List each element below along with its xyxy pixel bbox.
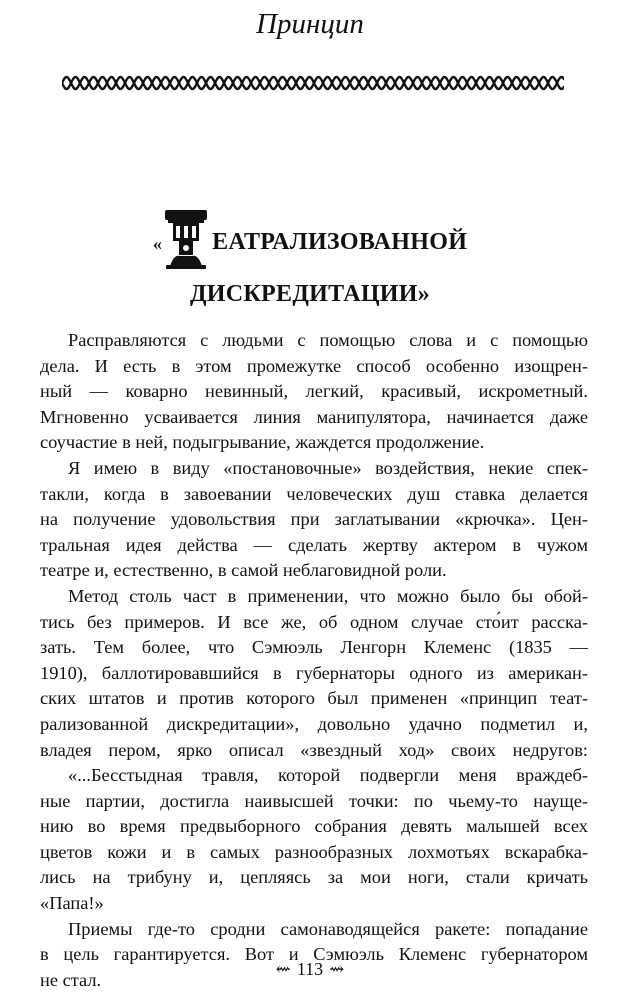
running-head: Принцип: [256, 8, 364, 40]
text-line: 1910), баллотировавшийся в губернаторы одного из американ-: [40, 662, 588, 683]
text-line: соучастие в ней, подыгрывание, жаждется продолжение.: [40, 432, 485, 453]
text-line: Я имею в виду «постановочные» воздействия, некие спек-: [68, 457, 588, 478]
page-folio: [0, 955, 620, 983]
wave-ornament: [62, 68, 564, 98]
text-line: в цель гарантируется. Вот и Сэмюэль Клеменс губернатором: [40, 944, 588, 965]
text-line: зать. Тем более, что Сэмюэль Ленгорн Клеменс (1835 —: [40, 637, 588, 658]
text-line: дела. И есть в этом промежутке способ особенно изощрен-: [40, 355, 588, 376]
text-line: тись без примеров. И все же, об одном случае сто́ит расска-: [40, 611, 588, 632]
text-line: ских штатов и против которого был применен «принцип теат-: [40, 688, 588, 709]
text-line: Расправляются с людьми с помощью слова и с помощью: [68, 330, 588, 350]
text-line: лись на трибуну и, цепляясь за мои ноги, стали кричать: [40, 867, 588, 888]
text-line: нию во время предвыборного собрания девять малышей всех: [40, 816, 588, 837]
text-line: «Папа!»: [40, 893, 104, 914]
text-line: Приемы где-то сродни самонаводящейся ракете: попадание: [68, 918, 588, 939]
heading-line1-text: ЕАТРАЛИЗОВАННОЙ: [212, 229, 468, 255]
text-line: владея пером, ярко описал «звездный ход» своих недругов:: [40, 739, 588, 760]
right-arrow-icon: ⇝: [329, 959, 345, 979]
heading-open-quote: «: [152, 233, 163, 254]
page-number: 113: [296, 959, 324, 979]
text-line: цветов кожи и в самых разнообразных лохмотьях вскарабка-: [40, 841, 588, 862]
text-line: Метод столь част в применении, что можно было бы обой-: [68, 585, 588, 606]
text-line: ный — коварно невинный, легкий, красивый, искрометный.: [40, 381, 588, 402]
left-arrow-icon: ⇜: [275, 959, 291, 979]
chapter-heading-line2: ДИСКРЕДИТАЦИИ»: [189, 281, 431, 307]
text-line: не стал.: [40, 969, 102, 990]
text-line: на получение удовольствия при заглатывании «крючка». Цен-: [40, 509, 588, 530]
text-line: такли, когда в завоевании человеческих душ ставка делается: [40, 483, 588, 504]
text-line: рализованной дискредитации», довольно удачно подметил и,: [40, 713, 588, 734]
text-line: тральная идея действа — сделать жертву актером в чужом: [40, 534, 588, 555]
chapter-heading-line1: [0, 206, 620, 279]
text-line: «...Бесстыдная травля, которой подвергли меня враждеб-: [68, 765, 588, 786]
text-line: Мгновенно усваивается линия манипулятора, начинается даже: [40, 406, 588, 427]
decorative-dropcap-te: [164, 208, 208, 270]
text-line: ные партии, достигла наивысшей точки: по чьему-то науще-: [40, 790, 588, 811]
body-text: [40, 328, 588, 993]
text-line: театре и, естественно, в самой неблаговидной роли.: [40, 560, 447, 581]
